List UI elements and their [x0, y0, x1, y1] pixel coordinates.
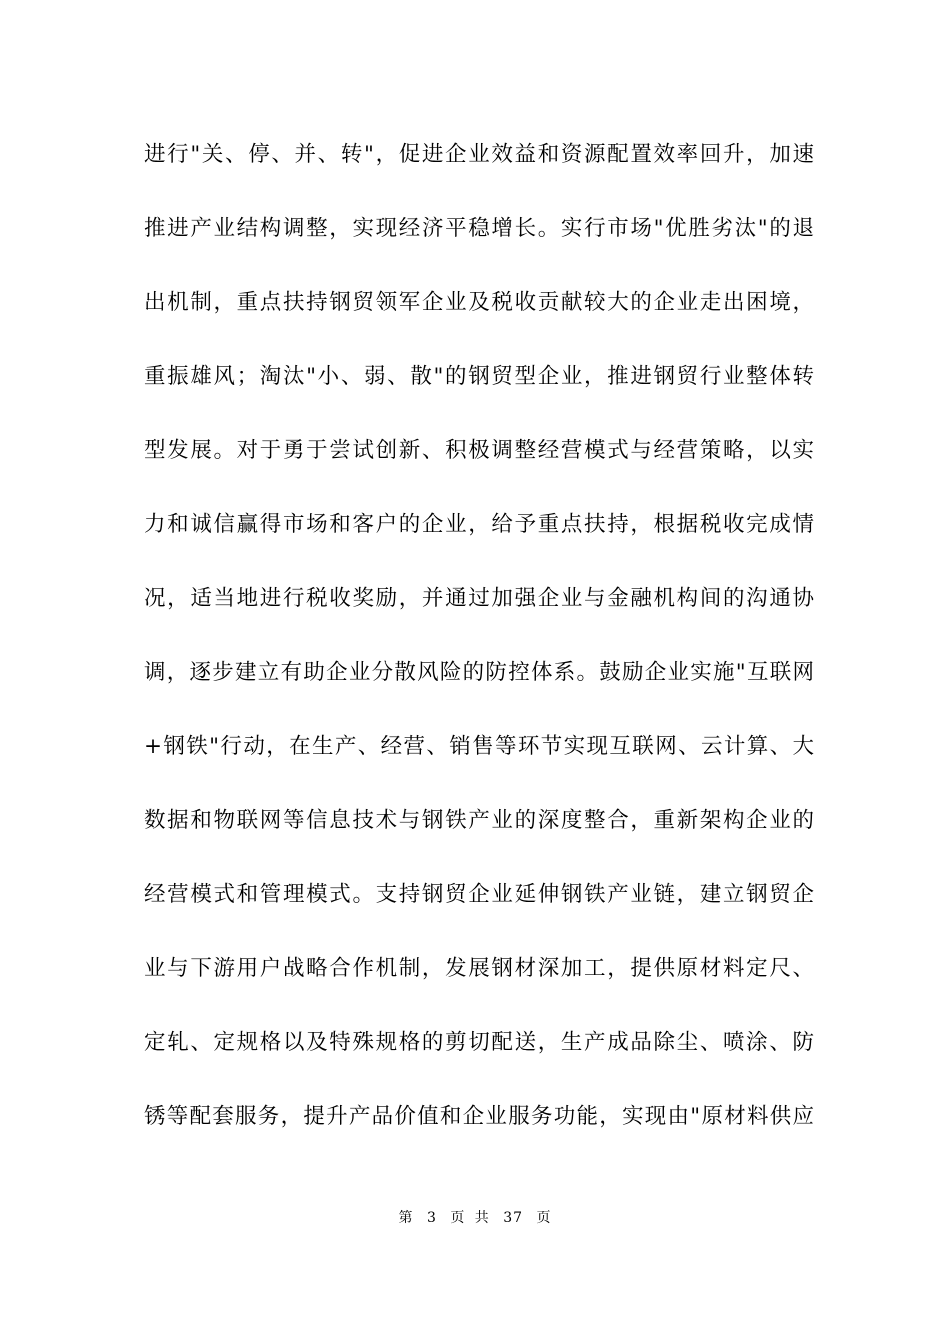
paragraph-line: 经营模式和管理模式。支持钢贸企业延伸钢铁产业链，建立钢贸企 — [144, 882, 814, 907]
paragraph-line: 锈等配套服务，提升产品价值和企业服务功能，实现由"原材料供应 — [144, 1104, 814, 1129]
paragraph-line: 推进产业结构调整，实现经济平稳增长。实行市场"优胜劣汰"的退 — [144, 216, 814, 241]
paragraph-line: 出机制，重点扶持钢贸领军企业及税收贡献较大的企业走出困境， — [144, 290, 814, 315]
paragraph-line: 定轧、定规格以及特殊规格的剪切配送，生产成品除尘、喷涂、防 — [144, 1030, 814, 1055]
page-label-prefix: 第 — [398, 1210, 414, 1226]
paragraph-line: +钢铁"行动，在生产、经营、销售等环节实现互联网、云计算、大 — [144, 734, 814, 759]
paragraph-line: 业与下游用户战略合作机制，发展钢材深加工，提供原材料定尺、 — [144, 956, 814, 981]
paragraph-line: 力和诚信赢得市场和客户的企业，给予重点扶持，根据税收完成情 — [144, 512, 814, 537]
paragraph-line: 数据和物联网等信息技术与钢铁产业的深度整合，重新架构企业的 — [144, 808, 814, 833]
paragraph-line: 重振雄风；淘汰"小、弱、散"的钢贸型企业，推进钢贸行业整体转 — [144, 364, 814, 389]
paragraph-line: 型发展。对于勇于尝试创新、积极调整经营模式与经营策略，以实 — [144, 438, 814, 463]
current-page-number: 3 — [426, 1210, 437, 1226]
total-pages-number: 37 — [503, 1210, 524, 1226]
paragraph-line: 况，适当地进行税收奖励，并通过加强企业与金融机构间的沟通协 — [144, 586, 814, 611]
page-label-suffix: 页 — [536, 1210, 552, 1226]
paragraph-line: 调，逐步建立有助企业分散风险的防控体系。鼓励企业实施"互联网 — [144, 660, 814, 685]
paragraph-line: 进行"关、停、并、转"，促进企业效益和资源配置效率回升，加速 — [144, 142, 814, 167]
page-label-mid: 页 共 — [450, 1210, 490, 1226]
page-number-footer — [0, 1207, 950, 1227]
